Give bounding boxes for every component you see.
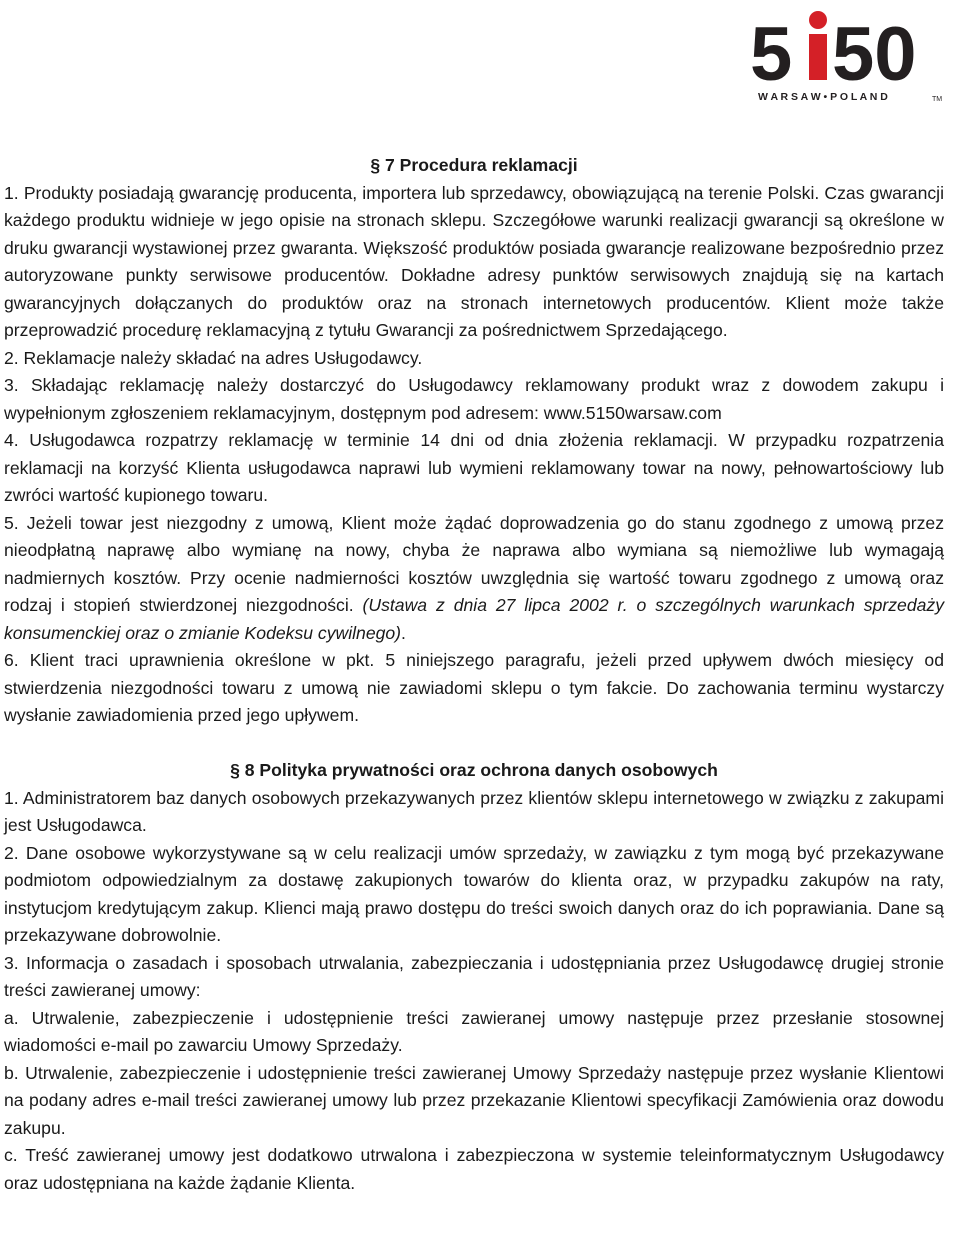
logo-i-stem	[809, 34, 827, 80]
section-8-item-a: a. Utrwalenie, zabezpieczenie i udostępnienie treści zawieranej umowy następuje przez przesłanie stosownej wiadomości e-mail po zawarciu Umowy Sprzedaży.	[4, 1007, 944, 1055]
section-8-title: § 8 Polityka prywatności oraz ochrona danych osobowych	[230, 760, 718, 780]
document-body	[4, 152, 944, 1197]
logo-tm: TM	[932, 96, 943, 103]
section-7-paragraph-3: 3. Składając reklamację należy dostarczyć do Usługodawcy reklamowany produkt wraz z dowodem zakupu i wypełnionym zgłoszeniem reklamacyjnym, dostępnym pod adresem: www.5150warsaw.com	[4, 375, 944, 423]
logo-tagline: W A R S A W • P O L A N D	[758, 91, 888, 103]
section-7-paragraph-1: 1. Produkty posiadają gwarancję producenta, importera lub sprzedawcy, obowiązującą na terenie Polski. Czas gwarancji każdego produktu widnieje w jego opisie na stronach sklepu. Szczegółowe warunki realizacji gwarancji są określone w druku gwarancji wystawionej przez gwaranta. Większość produktów posiada gwarancje realizowane bezpośrednio przez autoryzowane punkty serwisowe producentów. Dokładne adresy punktów serwisowych znajdują się na kartach gwarancyjnych dołączanych do produktów oraz na stronach internetowych producentów. Klient może także przeprowadzić procedurę reklamacyjną z tytułu Gwarancji za pośrednictwem Sprzedającego.	[4, 182, 944, 340]
paragraph-5-period: .	[401, 622, 406, 643]
section-8-item-b: b. Utrwalenie, zabezpieczenie i udostępnienie treści zawieranej Umowy Sprzedaży następuje przez wysłanie Klientowi na podany adres e-mail treści zawieranej umowy lub przez przekazanie Klientowi specyfikacji Zamówienia oraz dowodu zakupu.	[4, 1062, 944, 1138]
section-8-paragraph-3: 3. Informacja o zasadach i sposobach utrwalania, zabezpieczania i udostępniania przez Usługodawcę drugiej stronie treści zawieranej umowy:	[4, 952, 944, 1000]
section-7-paragraph-5	[4, 510, 944, 648]
section-8-paragraph-1: 1. Administratorem baz danych osobowych przekazywanych przez klientów sklepu internetowego w związku z zakupami jest Usługodawca.	[4, 787, 944, 835]
section-7-paragraph-6: 6. Klient traci uprawnienia określone w pkt. 5 niniejszego paragrafu, jeżeli przed upływem dwóch miesięcy od stwierdzenia niezgodności towaru z umową nie zawiadomi sklepu o tym fakcie. Do zachowania terminu wystarczy wysłanie zawiadomienia przed jego upływem.	[4, 650, 944, 725]
section-7-paragraph-4: 4. Usługodawca rozpatrzy reklamację w terminie 14 dni od dnia złożenia reklamacji. W przypadku rozpatrzenia reklamacji na korzyść Klienta usługodawca naprawi lub wymieni reklamowany towar na nowy, pełnowartościowy lub zwróci wartość kupionego towaru.	[4, 430, 944, 505]
logo-mark-icon	[748, 10, 948, 110]
brand-logo	[748, 10, 948, 110]
paragraph-5-legal-citation: (Ustawa z dnia 27 lipca 2002 r. o szczególnych warunkach sprzedaży konsumenckiej oraz o zmianie Kodeksu cywilnego)	[4, 595, 944, 643]
logo-digits-50: 50	[832, 12, 917, 97]
section-8-item-c: c. Treść zawieranej umowy jest dodatkowo utrwalona i zabezpieczona w systemie teleinformatycznym Usługodawcy oraz udostępniana na każde żądanie Klienta.	[4, 1145, 944, 1193]
paragraph-5-text: 5. Jeżeli towar jest niezgodny z umową, Klient może żądać doprowadzenia go do stanu zgodnego z umową przez nieodpłatną naprawę albo wymianę na nowy, chyba że naprawa albo wymiana są niemożliwe lub wymagają nadmiernych kosztów. Przy ocenie nadmierności kosztów uwzględnia się wartość towaru zgodnego z umową oraz rodzaj i stopień stwierdzonej niezgodności.	[4, 512, 944, 615]
logo-digit-5: 5	[750, 12, 793, 97]
logo-dot	[809, 11, 827, 29]
section-7-paragraph-2: 2. Reklamacje należy składać na adres Usługodawcy.	[4, 347, 423, 368]
section-8-paragraph-2: 2. Dane osobowe wykorzystywane są w celu realizacji umów sprzedaży, w zawiązku z tym mogą być przekazywane podmiotom odpowiedzialnym za dostawę zakupionych towarów do klienta oraz, w przypadku zakupów na raty, instytucjom kredytującym zakup. Klienci mają prawo dostępu do treści swoich danych oraz do ich poprawiania. Dane są przekazywane dobrowolnie.	[4, 842, 944, 945]
section-7-title: § 7 Procedura reklamacji	[370, 155, 578, 175]
section-spacer	[4, 730, 944, 758]
